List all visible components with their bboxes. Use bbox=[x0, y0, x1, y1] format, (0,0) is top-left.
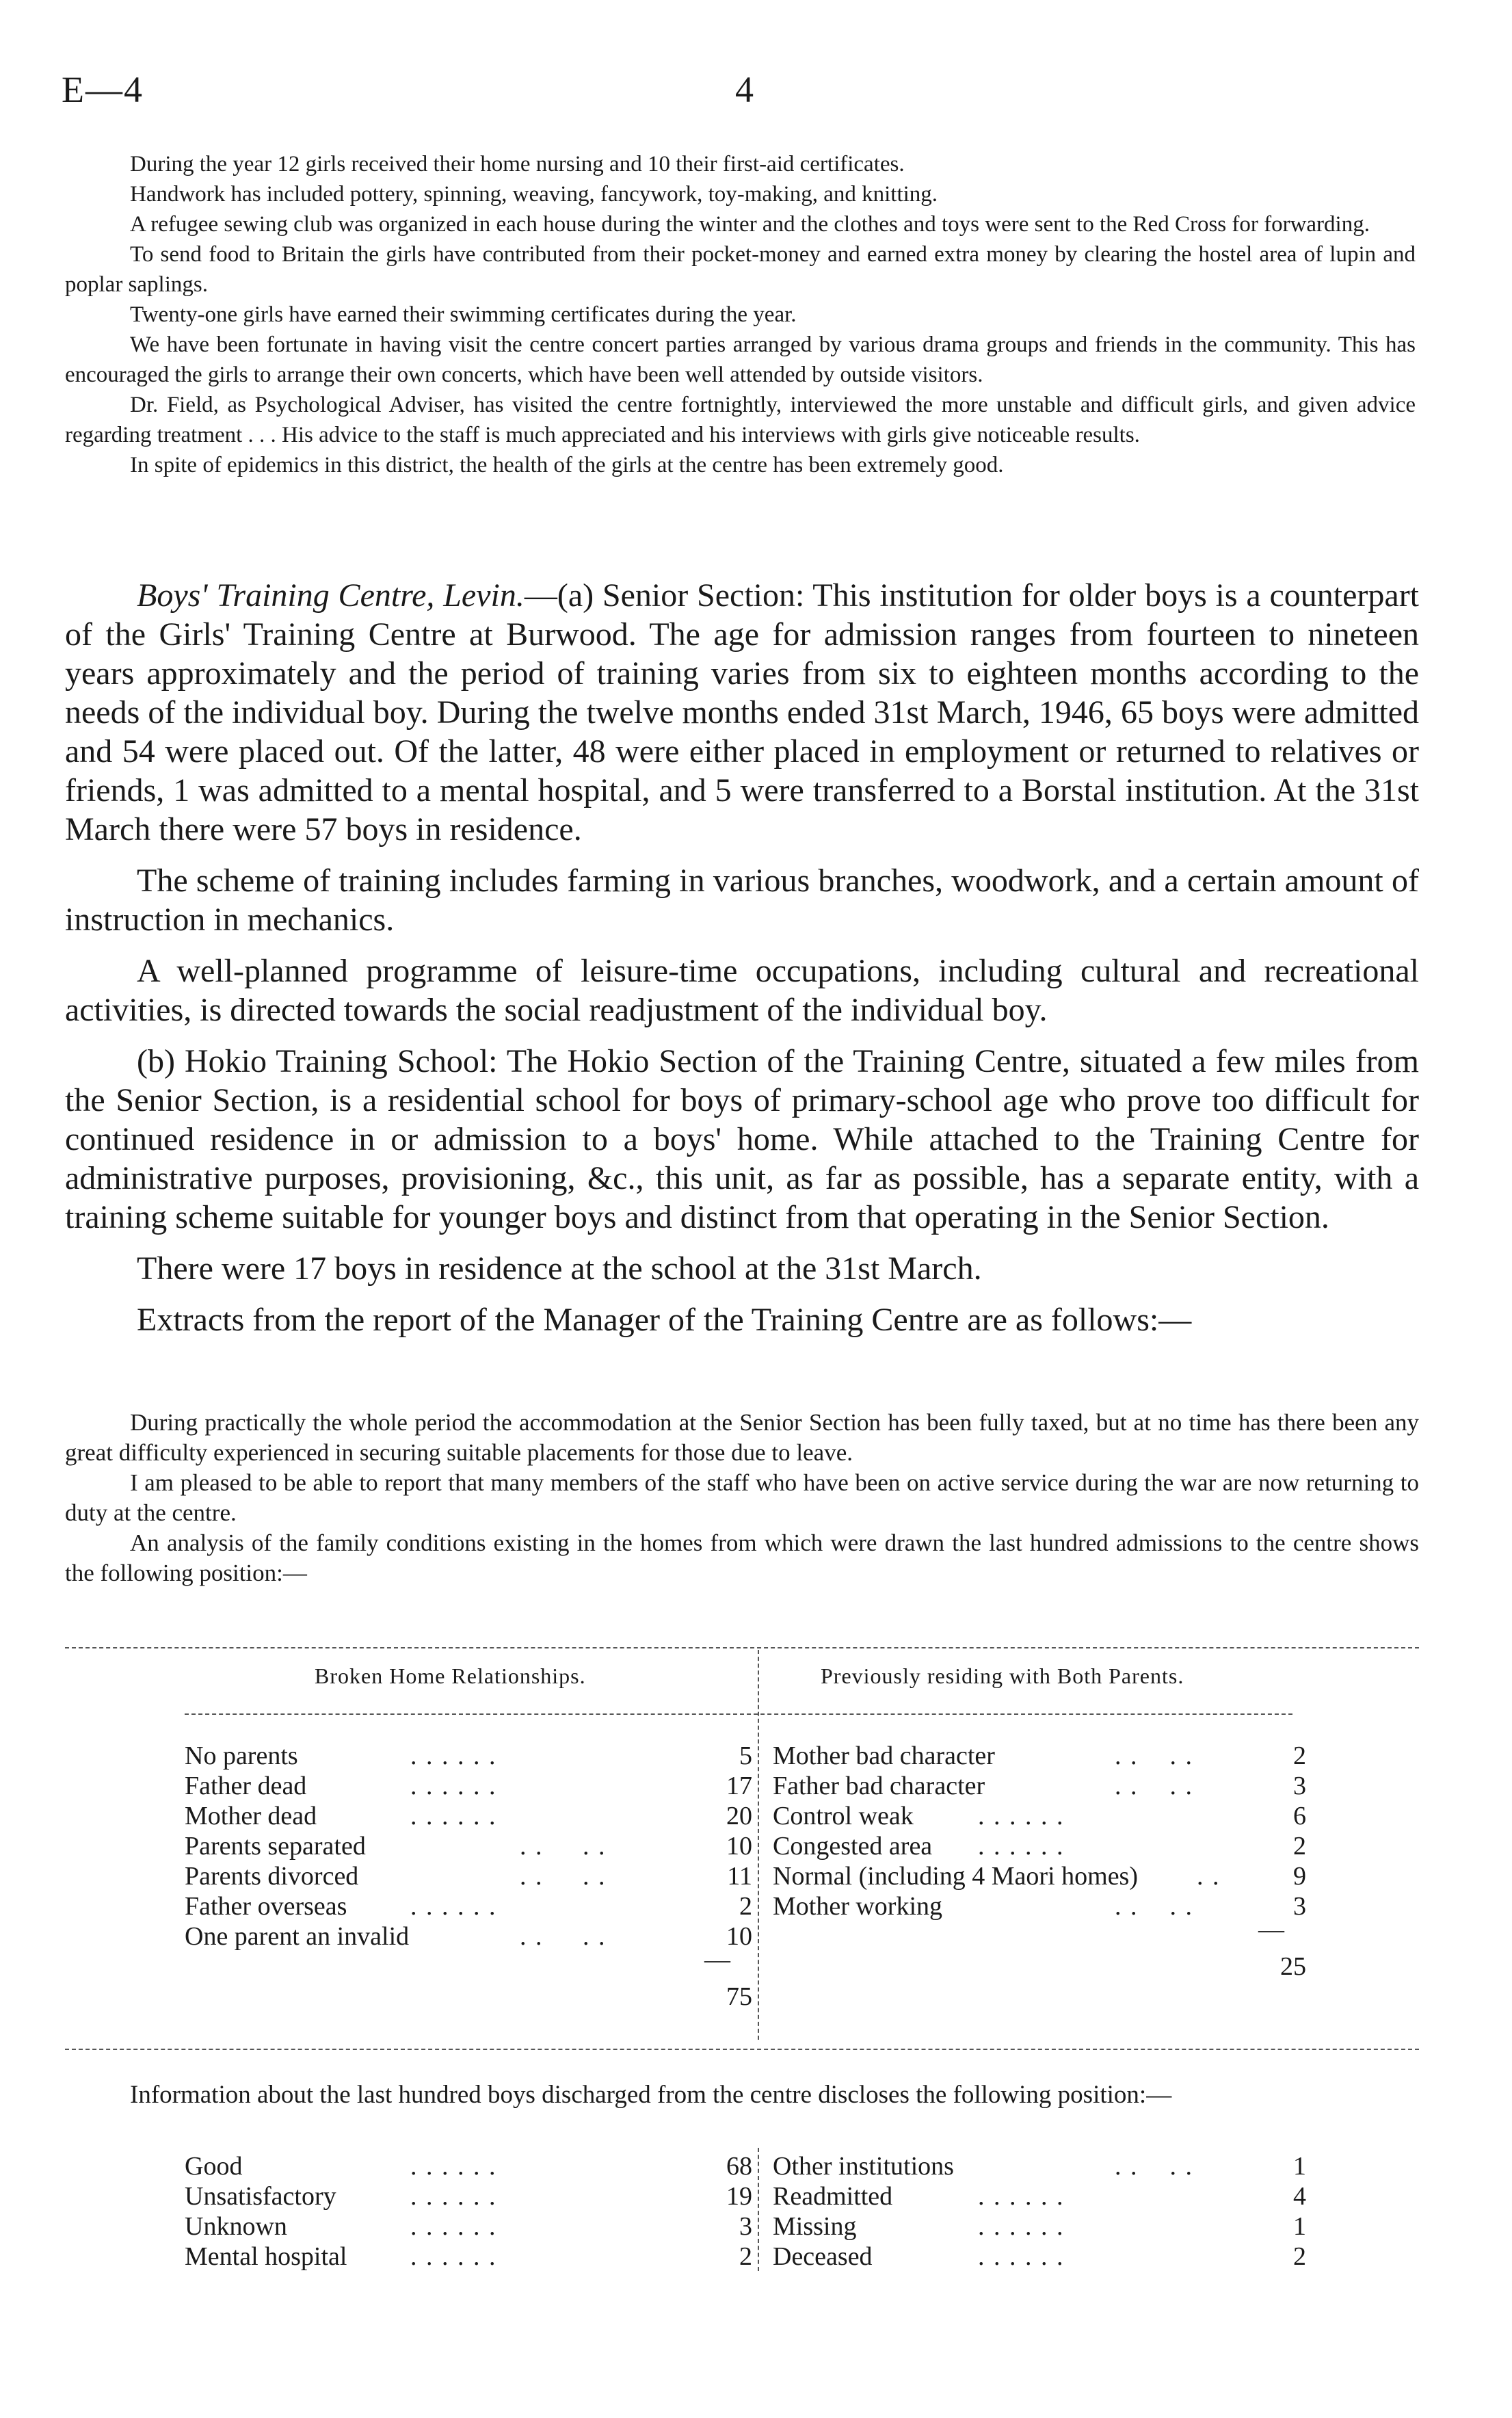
table-bottom-rule bbox=[65, 2049, 1419, 2050]
paragraph: An analysis of the family conditions existing in the homes from which were drawn the last hundred admissions to the centre shows the following position:— bbox=[65, 1529, 1419, 1586]
section-code: E—4 bbox=[62, 69, 144, 110]
paragraph bbox=[65, 576, 1419, 849]
right-column-header: Previously residing with Both Parents. bbox=[821, 1664, 1184, 1688]
paragraph: We have been fortunate in having visit the centre concert parties arranged by various drama groups and friends in the community. This has encouraged the girls to arrange their own concerts, which have been well attended by outside visitors. bbox=[65, 332, 1416, 387]
table-header-rule bbox=[185, 1713, 1292, 1715]
discharge-column-divider bbox=[758, 2148, 759, 2271]
document-page: E—4 4 During the year 12 girls received their home nursing and 10 their first-aid certificates. Handwork has included pottery, spinning, weaving, fancywork, toy-making, and knitting. A refugee sewing club was organized in each house during the winter and the clothes and toys were sent to the Red Cross for forwarding. To send food to Britain the girls have contributed from their pocket-money and earned extra money by clearing the hostel area of lupin and poplar saplings. Twenty-one girls have earned their swimming certificates during the year. We have been fortunate in having visit the centre concert parties arranged by various drama groups and friends in the community. This has encouraged the girls to arrange their own concerts, which have been well attended by outside visitors. Dr. Field, as Psychological Adviser, has visited the centre fortnightly, interviewed the more unstable and difficult girls, and given advice regarding treatment . . . His advice to the staff is much appreciated and his interviews with girls give noticeable results. In spite of epidemics in this district, the health of the girls at the centre has been extremely good. Boys' Training Centre, Levin.—(a) Senior Section: This institution for older boys is a counterpart of the Girls' Training Centre at Burwood. The age for admission ranges from fourteen to nineteen years approximately and the period of training varies from six to eighteen months according to the needs of the individual boy. During the twelve months ended 31st March, 1946, 65 boys were admitted and 54 were placed out. Of the latter, 48 were either placed in employment or returned to relatives or friends, 1 was admitted to a mental hospital, and 5 were transferred to a Borstal institution. At the 31st March there were 57 boys in residence. The scheme of training includes farming in various branches, woodwork, and a certain amount of instruction in mechanics. A well-planned programme of leisure-time occupations, including cultural and recreational activities, is directed towards the social readjustment of the individual boy. (b) Hokio Training School: The Hokio Section of the Training Centre, situated a few miles from the Senior Section, is a residential school for boys of primary-school age who prove too difficult for continued residence in or admission to a boys' home. While attached to the Training Centre for administrative purposes, provisioning, &c., this unit, as far as possible, has a separate entity, with a training scheme suitable for younger boys and distinct from that operating in the Senior Section. There were 17 boys in residence at the school at the 31st March. Extracts from the report of the Manager of the Training Centre are as follows:— During practically the whole period the accommodation at the Senior Section has been fully taxed, but at no time has there been any great difficulty experienced in securing suitable placements for those due to leave. I am pleased to be able to report that many members of the staff who have been on active service during the war are now returning to duty at the centre. An analysis of the family conditions existing in the homes from which were drawn the last hundred admissions to the centre shows the following position:— Broken Home Relationships. Previously residing with Both Parents. No parents . . . . . . 5 Father dead . . . . . . 17 Mother dead . . . . . . 20 Parents separated . . . . 10 Parents divorced . . . . 11 Father overseas . . . . . . 2 One parent an invalid . . . . 10 — 75 Mother bad character . . . . 2 Father bad character . . . . 3 Control weak . . . . . . 6 Congested area . . . . . . 2 Normal (including 4 Maori homes) . . 9 Mother working . . . . 3 — 25 Information about the last hundred boys discharged from the centre discloses the following position:— Good . . . . . . 68 Unsatisfactory . . . . . . 19 Unknown . . . . . . 3 Mental hospital . . . . . . 2 Other institutions . . . . 1 Readmitted . . . . . . 4 Missing . . . . . . 1 Deceased . . . . . . 2 bbox=[0, 0, 1512, 2418]
table-column-divider bbox=[758, 1650, 759, 2040]
paragraph: Handwork has included pottery, spinning, weaving, fancywork, toy-making, and knitting. bbox=[130, 182, 938, 207]
table-top-rule bbox=[65, 1647, 1419, 1648]
page-number: 4 bbox=[735, 69, 754, 110]
girls-centre-report bbox=[65, 149, 1416, 480]
paragraph: Dr. Field, as Psychological Adviser, has visited the centre fortnightly, interviewed the more unstable and difficult girls, and given advice regarding treatment . . . His advice to the staff is much appreciated and his interviews with girls give noticeable results. bbox=[65, 393, 1416, 447]
paragraph: A well-planned programme of leisure-time occupations, including cultural and recreational activities, is directed towards the social readjustment of the individual boy. bbox=[65, 953, 1419, 1028]
paragraph-text: —(a) Senior Section: This institution for older boys is a counterpart of the Girls' Training Centre at Burwood. The age for admission ranges from fourteen to nineteen years approximately and the period of training varies from six to eighteen months according to the needs of the individual boy. During the twelve months ended 31st March, 1946, 65 boys were admitted and 54 were placed out. Of the latter, 48 were either placed in employment or returned to relatives or friends, 1 was admitted to a mental hospital, and 5 were transferred to a Borstal institution. At the 31st March there were 57 boys in residence. bbox=[65, 577, 1420, 847]
discharge-intro bbox=[65, 2079, 1419, 2111]
page-header bbox=[62, 68, 1457, 123]
paragraph: There were 17 boys in residence at the school at the 31st March. bbox=[137, 1250, 982, 1287]
paragraph: During practically the whole period the accommodation at the Senior Section has been fully taxed, but at no time has there been any great difficulty experienced in securing suitable placements for those due to leave. bbox=[65, 1409, 1419, 1466]
paragraph: In spite of epidemics in this district, the health of the girls at the centre has been extremely good. bbox=[130, 453, 1004, 477]
total-rule: — bbox=[1258, 1915, 1284, 1944]
paragraph: During the year 12 girls received their home nursing and 10 their first-aid certificates. bbox=[130, 152, 905, 176]
paragraph: Extracts from the report of the Manager of the Training Centre are as follows:— bbox=[137, 1302, 1192, 1338]
boys-training-centre-section bbox=[65, 576, 1419, 1352]
paragraph: To send food to Britain the girls have contributed from their pocket-money and earned extra money by clearing the hostel area of lupin and poplar saplings. bbox=[65, 242, 1416, 297]
total-rule: — bbox=[704, 1945, 730, 1974]
paragraph: The scheme of training includes farming in various branches, woodwork, and a certain amount of instruction in mechanics. bbox=[65, 863, 1419, 938]
paragraph: I am pleased to be able to report that many members of the staff who have been on active service during the war are now returning to duty at the centre. bbox=[65, 1469, 1419, 1526]
section-heading: Boys' Training Centre, Levin. bbox=[137, 577, 525, 614]
paragraph: Information about the last hundred boys discharged from the centre discloses the following position:— bbox=[130, 2081, 1172, 2109]
paragraph: Twenty-one girls have earned their swimming certificates during the year. bbox=[130, 302, 797, 327]
paragraph: (b) Hokio Training School: The Hokio Section of the Training Centre, situated a few miles from the Senior Section, is a residential school for boys of primary-school age who prove too difficult for continued residence in or admission to a boys' home. While attached to the Training Centre for administrative purposes, provisioning, &c., this unit, as far as possible, has a separate entity, with a training scheme suitable for younger boys and distinct from that operating in the Senior Section. bbox=[65, 1043, 1419, 1235]
paragraph: A refugee sewing club was organized in each house during the winter and the clothes and toys were sent to the Red Cross for forwarding. bbox=[130, 212, 1370, 237]
left-column-header: Broken Home Relationships. bbox=[315, 1664, 586, 1688]
manager-extracts bbox=[65, 1408, 1419, 1588]
